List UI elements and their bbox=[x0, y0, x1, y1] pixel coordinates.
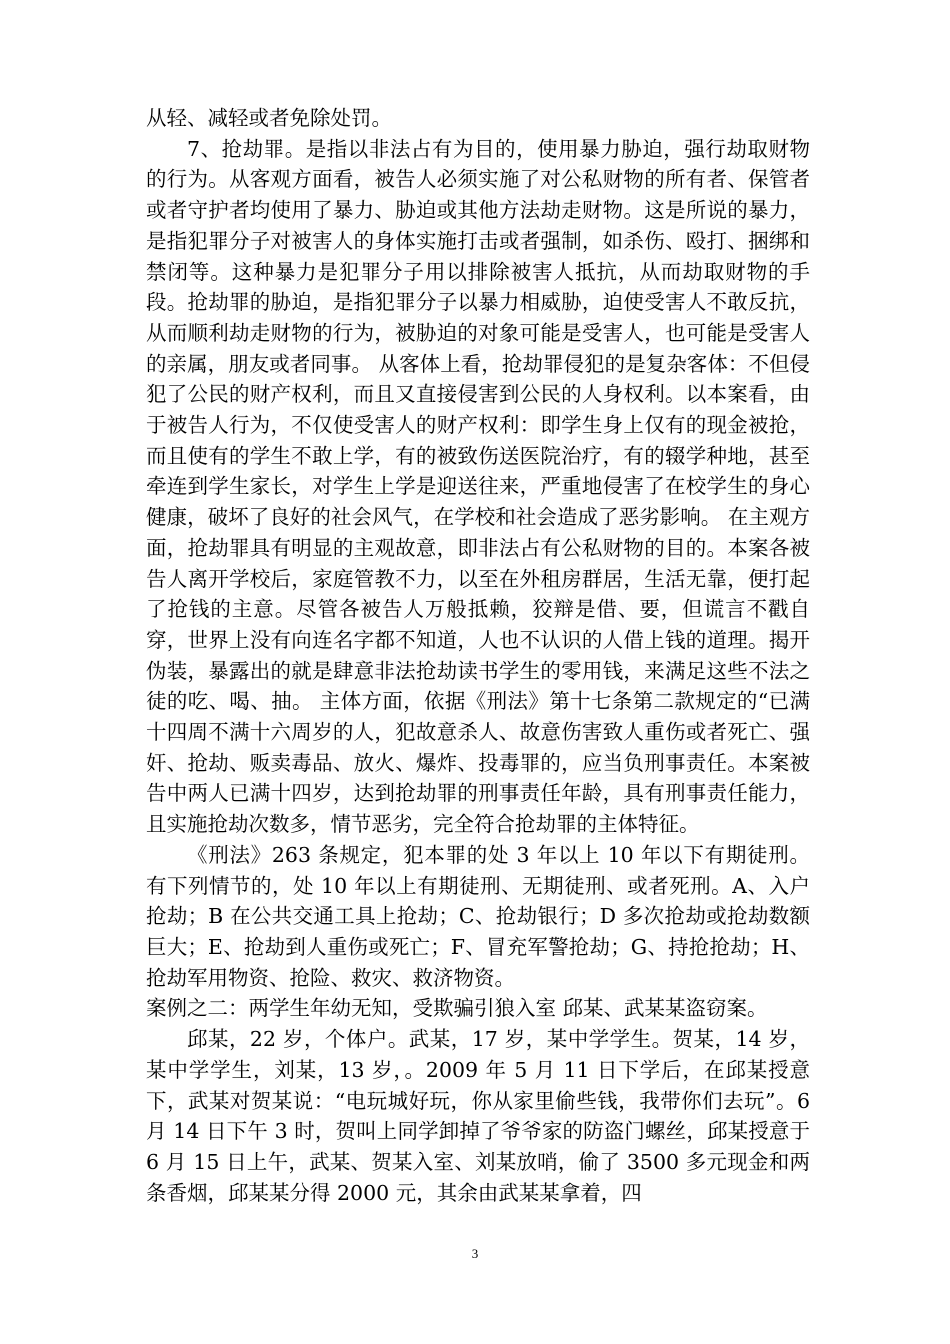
paragraph: 从轻、减轻或者免除处罚。 bbox=[146, 106, 392, 130]
document-body bbox=[146, 103, 810, 1208]
paragraph: 《刑法》263 条规定，犯本罪的处 3 年以上 10 年以下有期徒刑。有下列情节的，处 10 年以上有期徒刑、无期徒刑、或者死刑。A、入户抢劫；B 在公共交通工具上抢劫；C、抢劫银行；D 多次抢劫或抢劫数额巨大；E、抢劫到人重伤或死亡；F、冒充军警抢劫；G、持抢抢劫；H、抢劫军用物资、抢险、救灾、救济物资。 bbox=[146, 842, 810, 990]
paragraph: 案例之二：两学生年幼无知，受欺骗引狼入室 邱某、武某某盗窃案。 bbox=[146, 996, 768, 1021]
paragraph: 7、抢劫罪。是指以非法占有为目的，使用暴力胁迫，强行劫取财物的行为。从客观方面看，被告人必须实施了对公私财物的所有者、保管者或者守护者均使用了暴力、胁迫或其他方法劫走财物。这是所说的暴力，是指犯罪分子对被害人的身体实施打击或者强制，如杀伤、殴打、捆绑和禁闭等。这种暴力是犯罪分子用以排除被害人抵抗，从而劫取财物的手段。抢劫罪的胁迫，是指犯罪分子以暴力相威胁，迫使受害人不敢反抗，从而顺利劫走财物的行为，被胁迫的对象可能是受害人，也可能是受害人的亲属，朋友或者同事。 从客体上看，抢劫罪侵犯的是复杂客体：不但侵犯了公民的财产权利，而且又直接侵害到公民的人身权利。以本案看，由于被告人行为，不仅使受害人的财产权利：即学生身上仅有的现金被抢，而且使有的学生不敢上学，有的被致伤送医院治疗，有的辍学种地，甚至牵连到学生家长，对学生上学是迎送往来，严重地侵害了在校学生的身心健康，破坏了良好的社会风气，在学校和社会造成了恶劣影响。 在主观方面，抢劫罪具有明显的主观故意，即非法占有公私财物的目的。本案各被告人离开学校后，家庭管教不力，以至在外租房群居，生活无靠，便打起了抢钱的主意。尽管各被告人万般抵赖，狡辩是借、要，但谎言不戳自穿，世界上没有向连名字都不知道，人也不认识的人借上钱的道理。揭开伪装，暴露出的就是肆意非法抢劫读书学生的零用钱，来满足这些不法之徒的吃、喝、抽。 主体方面，依据《刑法》第十七条第二款规定的“已满十四周不满十六周岁的人，犯故意杀人、故意伤害致人重伤或者死亡、强奸、抢劫、贩卖毒品、放火、爆炸、投毒罪的，应当负刑事责任。本案被告中两人已满十四岁，达到抢劫罪的刑事责任年龄，具有刑事责任能力，且实施抢劫次数多，情节恶劣，完全符合抢劫罪的主体特征。 bbox=[146, 136, 810, 837]
page-number: 3 bbox=[471, 1246, 479, 1261]
paragraph: 邱某，22 岁，个体户。武某，17 岁，某中学学生。贺某，14 岁，某中学学生，刘某，13 岁，。2009 年 5 月 11 日下学后，在邱某授意下，武某对贺某说：“电玩城好玩，你从家里偷些钱，我带你们去玩”。6 月 14 日下午 3 时，贺叫上同学卸掉了爷爷家的防盗门螺丝，邱某授意于 6 月 15 日上午，武某、贺某入室、刘某放哨，偷了 3500 多元现金和两条香烟，邱某某分得 2000 元，其余由武某某拿着，四 bbox=[146, 1027, 810, 1205]
